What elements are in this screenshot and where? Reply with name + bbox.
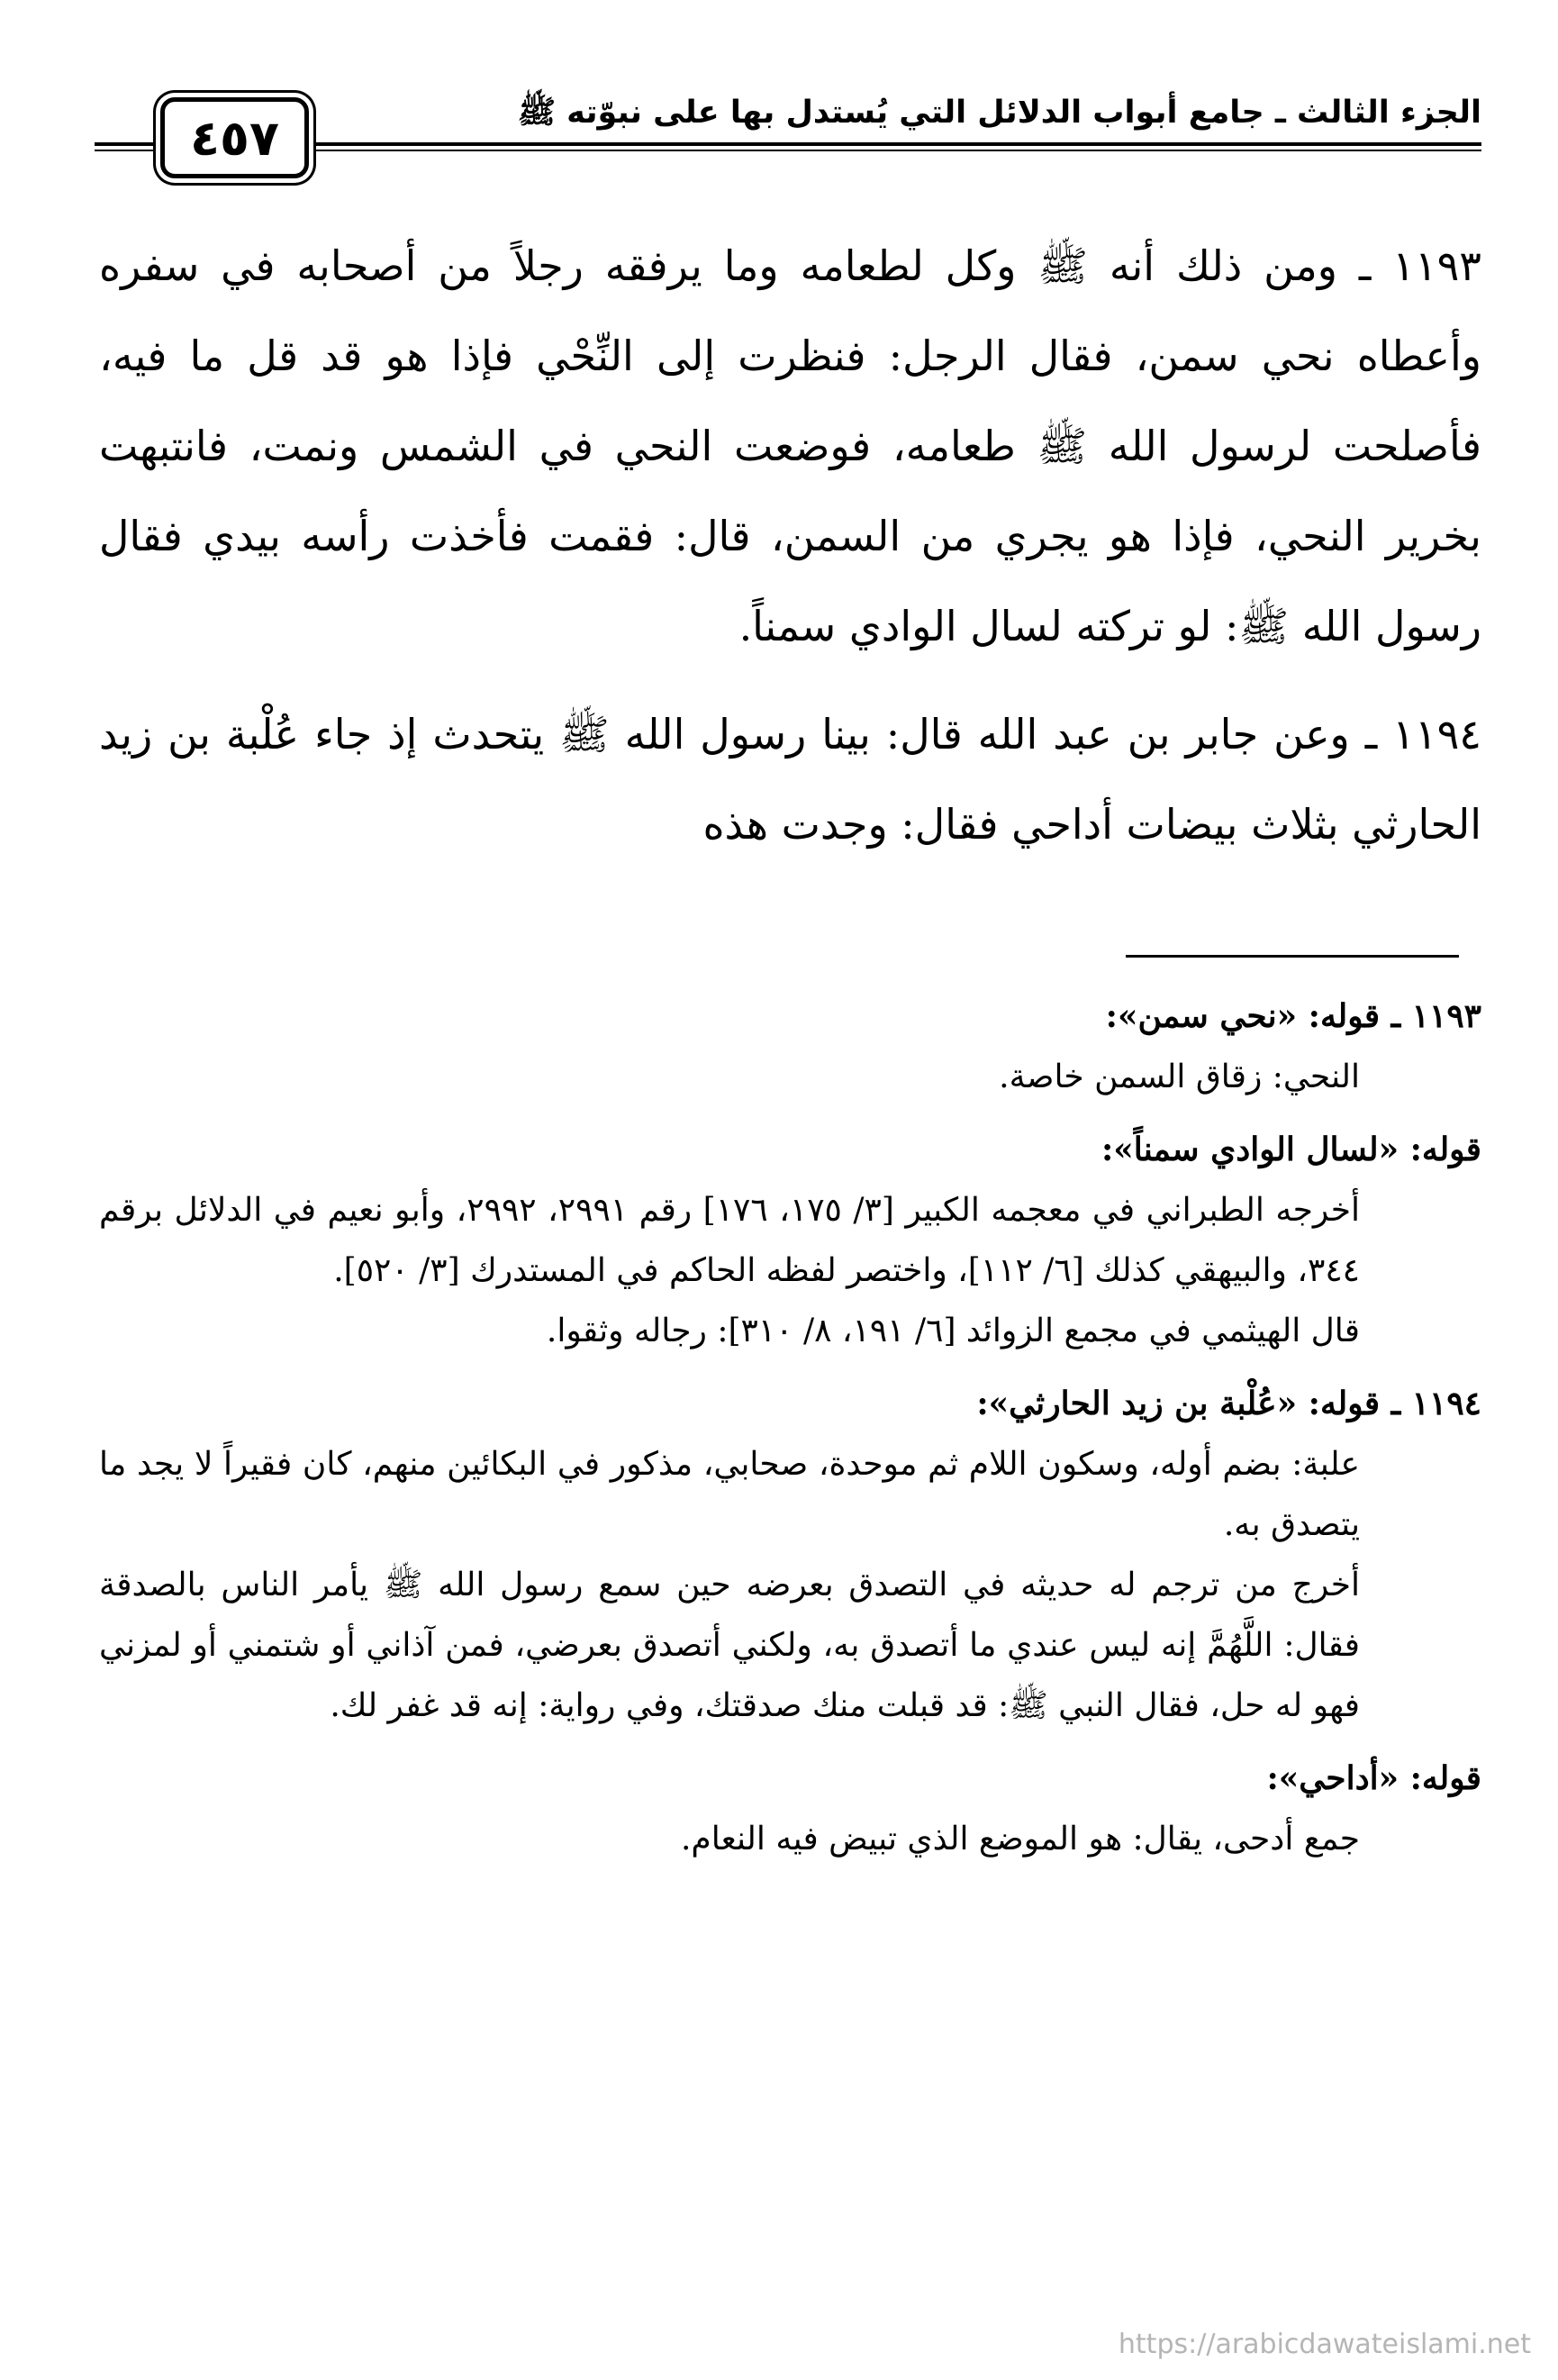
paragraph-1193: ١١٩٣ ـ ومن ذلك أنه ﷺ وكل لطعامه وما يرفقه رجلاً من أصحابه في سفره وأعطاه نحي سمن، فقال الرجل: فنظرت إلى النِّحْي فإذا هو قد قل ما فيه، فأصلحت لرسول الله ﷺ طعامه، فوضعت النحي في الشمس ونمت، فانتبهت بخرير النحي، فإذا هو يجري من السمن، قال: فقمت فأخذت رأسه بيدي فقال رسول الله ﷺ: لو تركته لسال الوادي سمناً. — [99, 241, 1481, 650]
note-heading: قوله: «أداحي»: — [1266, 1759, 1481, 1797]
note-1193 — [99, 986, 1481, 1107]
note-adahi — [99, 1749, 1481, 1869]
page-number-badge — [160, 97, 309, 178]
note-text: قال الهيثمي في مجمع الزوائد [٦/ ١٩١، ٨/ ٣١٠]: رجاله وثقوا. — [546, 1313, 1360, 1349]
note-1194 — [99, 1374, 1481, 1736]
watermark-url: https://arabicdawateislami.net — [1118, 2329, 1531, 2360]
note-text: علبة: بضم أوله، وسكون اللام ثم موحدة، صحابي، مذكور في البكائين منهم، كان فقيراً لا يجد ما يتصدق به. — [99, 1446, 1360, 1543]
footnote-separator — [1126, 955, 1459, 958]
note-text: أخرجه الطبراني في معجمه الكبير [٣/ ١٧٥، ١٧٦] رقم ٢٩٩١، ٢٩٩٢، وأبو نعيم في الدلائل برقم ٣٤٤، والبيهقي كذلك [٦/ ١١٢]، واختصر لفظه الحاكم في المستدرك [٣/ ٥٢٠]. — [99, 1192, 1361, 1289]
note-text: جمع أدحى، يقال: هو الموضع الذي تبيض فيه النعام. — [680, 1821, 1360, 1858]
page-number: ٤٥٧ — [190, 109, 279, 167]
note-heading: ١١٩٣ ـ قوله: «نحي سمن»: — [1105, 997, 1481, 1035]
paragraph-1194: ١١٩٤ ـ وعن جابر بن عبد الله قال: بينا رسول الله ﷺ يتحدث إذ جاء عُلْبة بن زيد الحارثي بثلاث بيضات أداحي فقال: وجدت هذه — [99, 710, 1481, 849]
footnotes — [99, 986, 1481, 1882]
main-text — [99, 221, 1481, 887]
note-sala-alwadi — [99, 1120, 1481, 1361]
note-heading: قوله: «لسال الوادي سمناً»: — [1101, 1131, 1481, 1168]
note-text: أخرج من ترجم له حديثه في التصدق بعرضه حين سمع رسول الله ﷺ يأمر الناس بالصدقة فقال: اللَّهُمَّ إنه ليس عندي ما أتصدق به، ولكني أتصدق بعرضي، فمن آذاني أو شتمني أو لمزني فهو له حل، فقال النبي ﷺ: قد قبلت منك صدقتك، وفي رواية: إنه قد غفر لك. — [99, 1567, 1360, 1724]
running-header: الجزء الثالث ـ جامع أبواب الدلائل التي يُستدل بها على نبوّته ﷺ — [517, 95, 1481, 131]
note-heading: ١١٩٤ ـ قوله: «عُلْبة بن زيد الحارثي»: — [976, 1385, 1481, 1422]
note-text: النحي: زقاق السمن خاصة. — [999, 1058, 1360, 1095]
